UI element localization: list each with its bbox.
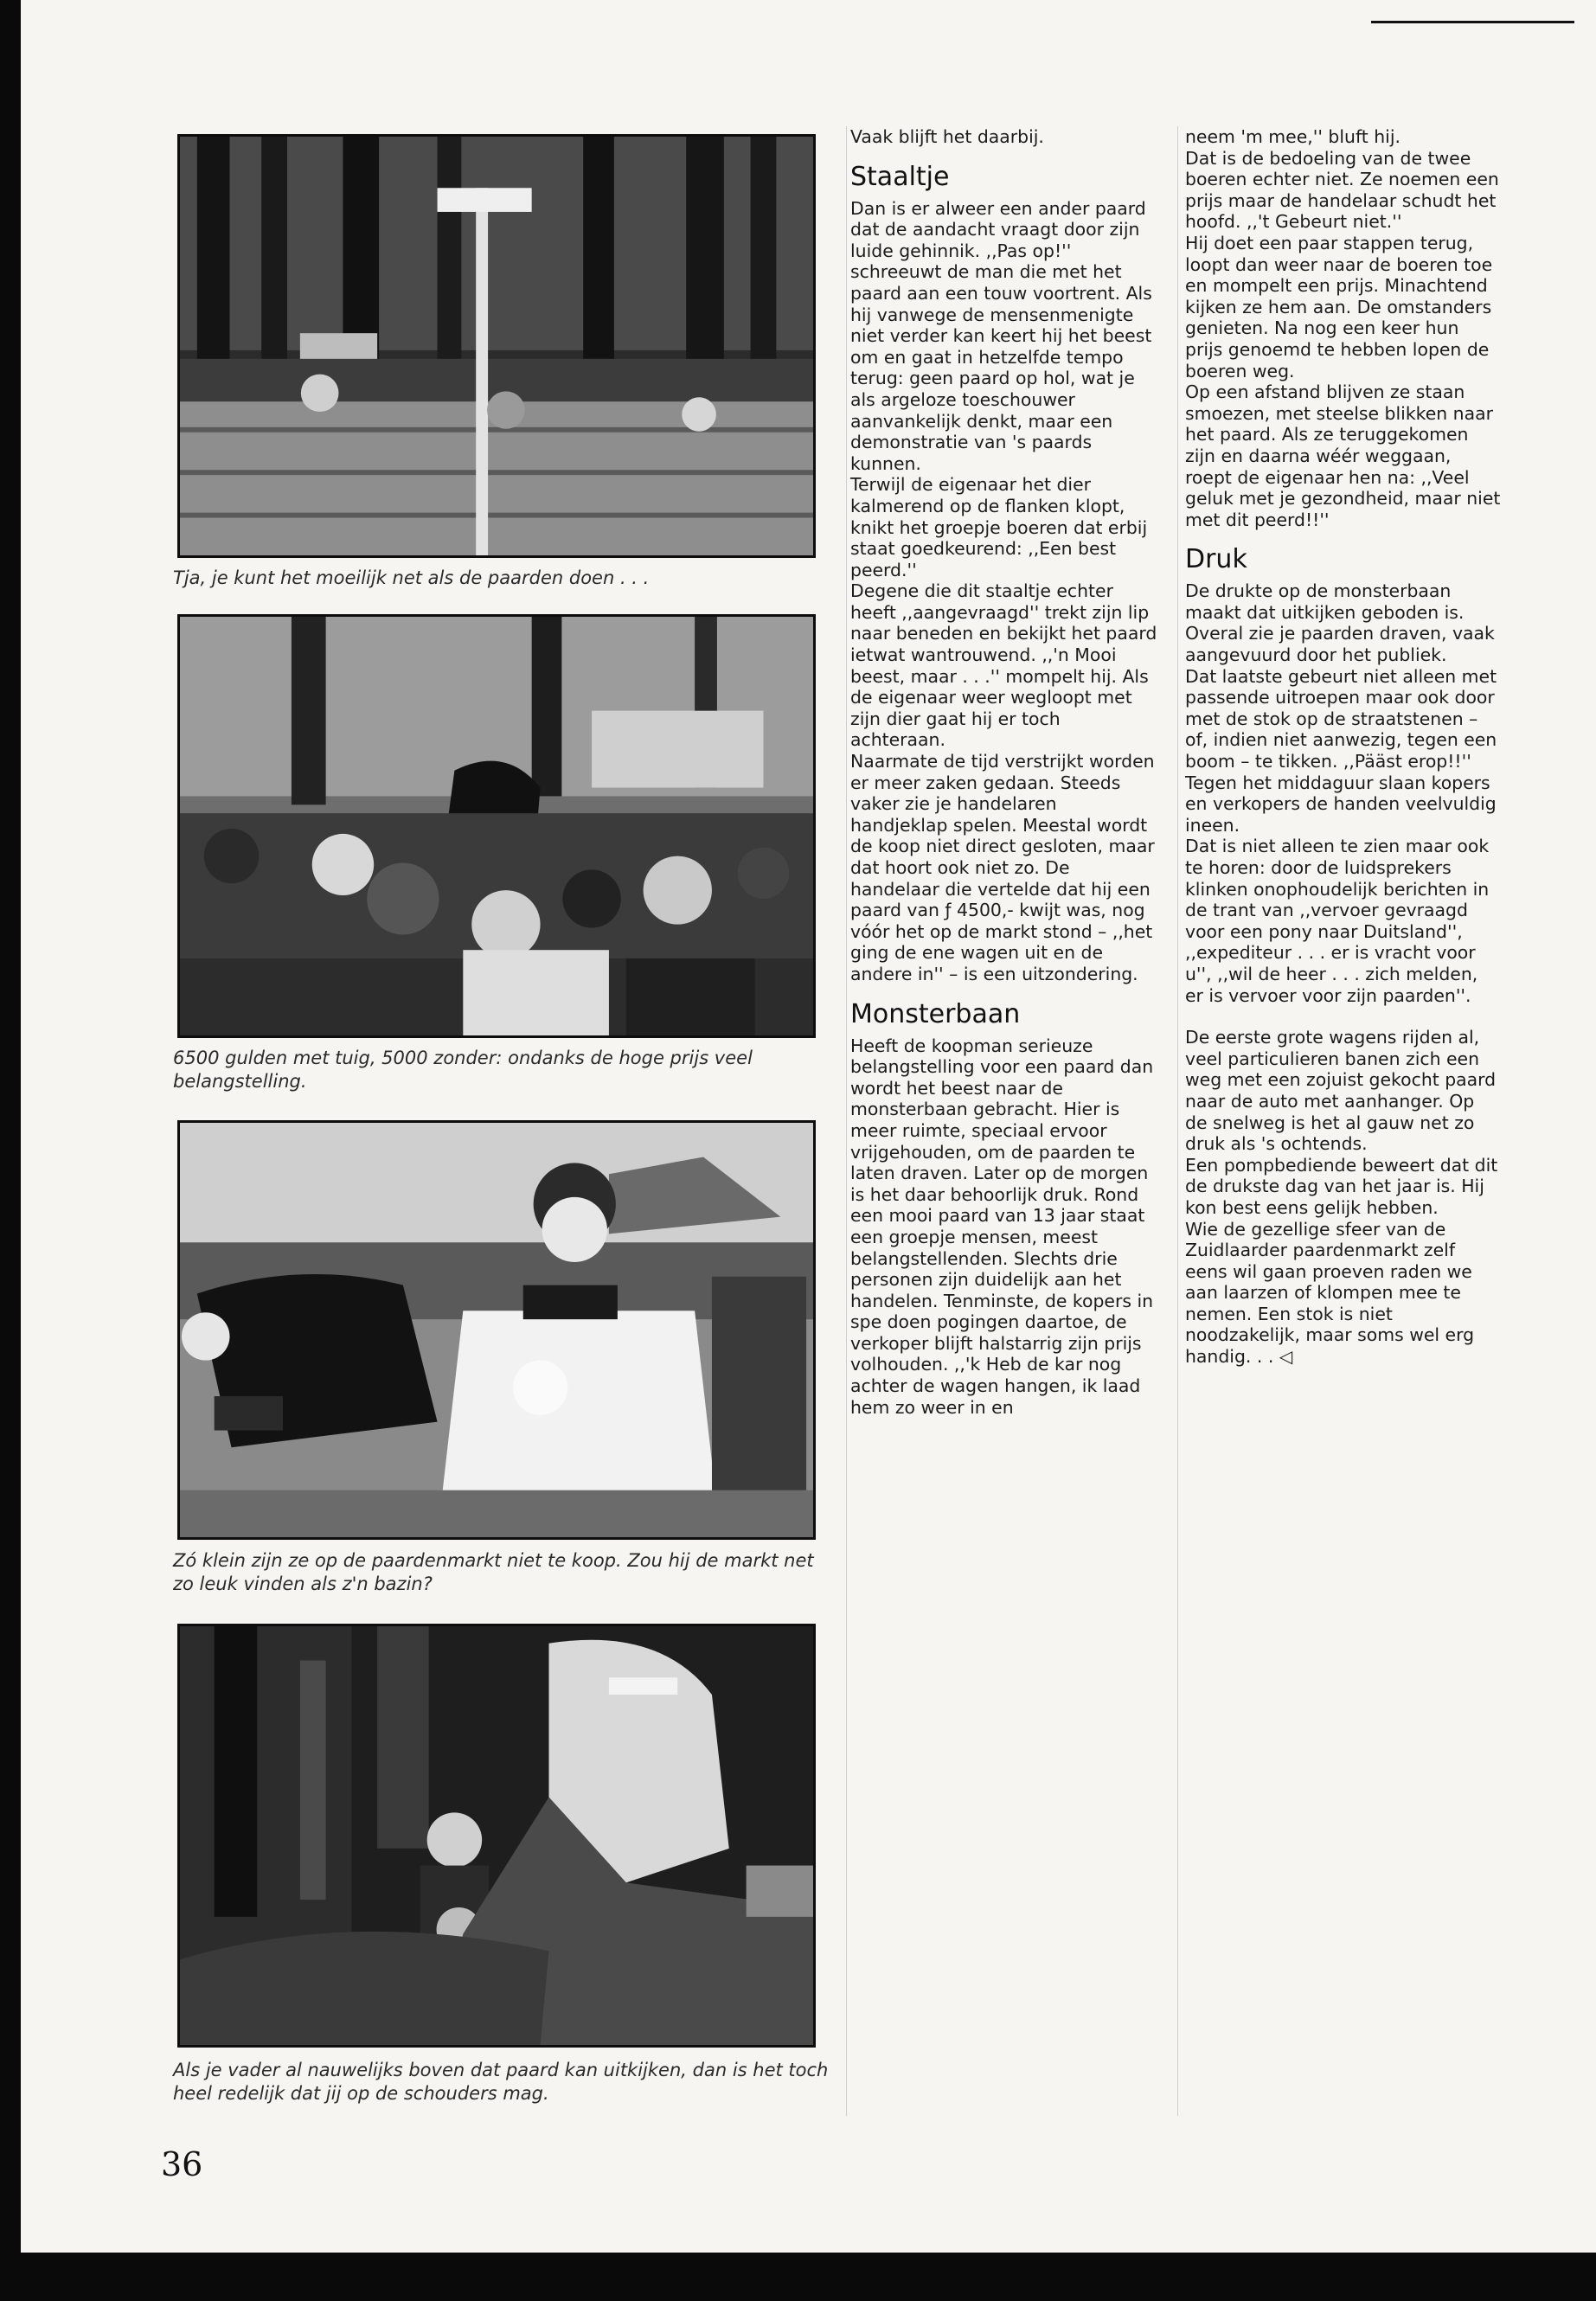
paragraph: Naarmate de tijd verstrijkt worden er meer zaken gedaan. Steeds vaker zie je handelaren handjeklap spelen. Meestal wordt de koop niet direct gesloten, maar dat hoort ook niet zo. De handelaar die vertelde dat hij een paard van ƒ 4500,- kwijt was, nog vóór het op de markt stond – ,,het ging de ene wagen uit en de andere in'' – is een uitzondering. [850, 751, 1155, 984]
column-divider [846, 126, 847, 2116]
section-heading-monsterbaan: Monsterbaan [850, 998, 1021, 1029]
paragraph: Een pompbediende beweert dat dit de drukste dag van het jaar is. Hij kon best eens gelijk hebben. [1185, 1154, 1498, 1218]
paragraph: Tegen het middaguur slaan kopers en verkopers de handen veelvuldig ineen. [1185, 772, 1497, 836]
photo-caption: Zó klein zijn ze op de paardenmarkt niet te koop. Zou hij de markt net zo leuk vinden als z'n bazin? [173, 1550, 814, 1594]
scan-edge-left [0, 0, 21, 2301]
photo-caption: 6500 gulden met tuig, 5000 zonder: ondanks de hoge prijs veel belangstelling. [173, 1048, 753, 1092]
article-column-1 [850, 126, 1158, 1418]
article-column-2 [1185, 126, 1501, 1368]
photo-crowd-horse [177, 614, 816, 1038]
paragraph: Heeft de koopman serieuze belangstelling voor een paard dan wordt het beest naar de monsterbaan gebracht. Hier is meer ruimte, speciaal ervoor vrijgehouden, om de paarden te laten draven. Later op de morgen is het daar behoorlijk druk. Rond een mooi paard van 13 jaar staat een groepje mensen, meest belangstellenden. Slechts drie personen zijn duidelijk aan het handelen. Tenminste, de kopers in spe doen pogingen daartoe, de verkoper blijft halstarrig zijn prijs volhouden. ,,'k Heb de kar nog achter de wagen hangen, ik laad hem zo weer in en [850, 1035, 1154, 1418]
paragraph: De eerste grote wagens rijden al, veel particulieren banen zich een weg met een zojuist gekocht paard naar de auto met aanhanger. Op de snelweg is het al gauw net zo druk als 's ochtends. [1185, 1027, 1497, 1155]
end-mark-icon: ◁ [1279, 1346, 1293, 1368]
paragraph: Vaak blijft het daarbij. [850, 126, 1044, 147]
photo-caption: Tja, je kunt het moeilijk net als de paarden doen . . . [173, 567, 650, 588]
paragraph: Terwijl de eigenaar het dier kalmerend op de flanken klopt, knikt het groepje boeren dat erbij staat goedkeurend: ,,Een best peerd.'' [850, 474, 1148, 580]
paragraph: Op een afstand blijven ze staan smoezen, met steelse blikken naar het paard. Als ze teruggekomen zijn en daarna wéér weggaan, roept de eigenaar hen na: ,,Veel geluk met je gezondheid, maar niet met dit peerd!!'' [1185, 381, 1501, 530]
paragraph: neem 'm mee,'' bluft hij. [1185, 126, 1401, 147]
section-heading-druk: Druk [1185, 544, 1247, 575]
page-number: 36 [161, 2145, 203, 2183]
paragraph: Dat laatste gebeurt niet alleen met passende uitroepen maar ook door met de stok op de straatstenen – of, indien niet aanwezig, tegen een boom – te tikken. ,,Pääst erop!!'' [1185, 665, 1497, 772]
photo-woman-dog [177, 1120, 816, 1540]
paragraph: Dat is niet alleen te zien maar ook te horen: door de luidsprekers klinken onophoudelijk berichten in de trant van ,,vervoer gevraagd voor een pony naar Duitsland'', ,,expediteur . . . er is vracht voor u'', ,,wil de heer . . . zich melden, er is vervoer voor zijn paarden''. [1185, 836, 1490, 1006]
photo-pen-signpost [177, 134, 816, 558]
photo-caption: Als je vader al nauwelijks boven dat paard kan uitkijken, dan is het toch heel redelijk dat jij op de schouders mag. [173, 2060, 829, 2104]
paragraph: Degene die dit staaltje echter heeft ,,aangevraagd'' trekt zijn lip naar beneden en bekijkt het paard ietwat wantrouwend. ,,'n Mooi beest, maar . . .'' mompelt hij. Als de eigenaar weer wegloopt met zijn dier gaat hij er toch achteraan. [850, 580, 1157, 751]
paragraph: Hij doet een paar stappen terug, loopt dan weer naar de boeren toe en mompelt een prijs. Minachtend kijken ze hem aan. De omstanders genieten. Na nog een keer hun prijs genoemd te hebben lopen de boeren weg. [1185, 232, 1493, 381]
header-rule [1371, 21, 1574, 23]
scan-edge-bottom [0, 2253, 1596, 2301]
paragraph: De drukte op de monsterbaan maakt dat uitkijken geboden is. Overal zie je paarden draven, vaak aangevuurd door het publiek. [1185, 580, 1495, 666]
photo-foal-child [177, 1624, 816, 2048]
paragraph: Dan is er alweer een ander paard dat de aandacht vraagt door zijn luide gehinnik. ,,Pas op!'' schreeuwt de man die met het paard aan een touw voortrent. Als hij vanwege de mensenmenigte niet verder kan keert hij het beest om en gaat in hetzelfde tempo terug: geen paard op hol, wat je als argeloze toeschouwer aanvankelijk denkt, maar een demonstratie van 's paards kunnen. [850, 197, 1152, 474]
paragraph [1185, 1219, 1501, 1368]
paragraph-text: Wie de gezellige sfeer van de Zuidlaarder paardenmarkt zelf eens wil gaan proeven raden we aan laarzen of klompen mee te nemen. Een stok is niet noodzakelijk, maar soms wel erg handig. . . [1185, 1218, 1475, 1368]
paragraph: Dat is de bedoeling van de twee boeren echter niet. Ze noemen een prijs maar de handelaar schudt het hoofd. ,,'t Gebeurt niet.'' [1185, 147, 1499, 233]
column-divider [1177, 126, 1178, 2116]
section-heading-staaltje: Staaltje [850, 161, 950, 192]
